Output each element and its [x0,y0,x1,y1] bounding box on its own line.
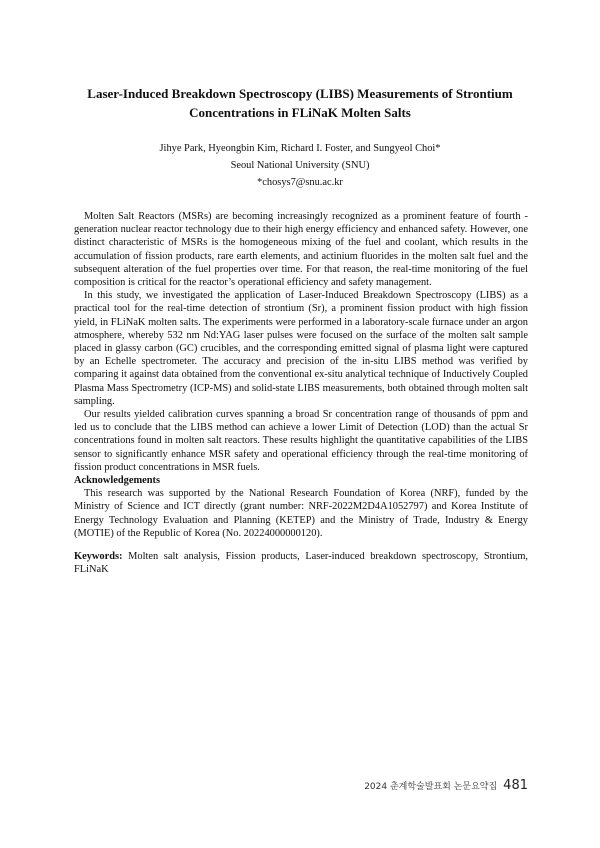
author-list: Jihye Park, Hyeongbin Kim, Richard I. Foster, and Sungyeol Choi* [159,143,441,154]
abstract-paragraph-2: In this study, we investigated the application of Laser-Induced Breakdown Spectroscopy (LIBS) as a practical tool for the real-time detection of strontium (Sr), a prominent fission product with high fission yield, in FLiNaK molten salts. The experiments were performed in a laboratory-scale furnace under an argon atmosphere, whereby 532 nm Nd:YAG laser pulses were focused on the surface of the molten salt sample placed in glassy carbon (GC) crucibles, and the corresponding emitted signal of plasma light were captured by an Echelle spectrometer. The accuracy and precision of the in-situ LIBS method was verified by comparing it against data obtained from the conventional ex-situ analytical technique of Inductively Coupled Plasma Mass Spectrometry (ICP-MS) and solid-state LIBS measurements, both obtained through molten salt sampling. [74,290,528,407]
title-line-2: Concentrations in FLiNaK Molten Salts [189,105,411,120]
page-footer [364,778,528,798]
abstract-paragraph-3: Our results yielded calibration curves spanning a broad Sr concentration range of thousands of ppm and led us to conclude that the LIBS method can achieve a lower Limit of Detection (LOD) than the actual Sr concentrations found in molten salt reactors. These results highlight the quantitative capabilities of the LIBS sensor to significantly enhance MSR safety and operational efficiency through the real-time monitoring of fission product concentrations in MSR fuels. [74,409,528,473]
keywords-label: Keywords: [74,551,123,563]
paper-title [60,84,540,122]
keywords-text: Molten salt analysis, Fission products, Laser-induced breakdown spectroscopy, Strontium, FLiNaK [74,551,528,576]
title-line-1: Laser-Induced Breakdown Spectroscopy (LIBS) Measurements of Strontium [87,86,513,101]
page-number: 481 [503,778,528,793]
abstract-paragraph-1: Molten Salt Reactors (MSRs) are becoming increasingly recognized as a prominent feature of fourth -generation nuclear reactor technology due to their high energy efficiency and enhanced safety. However, one distinct characteristic of MSRs is the homogeneous mixing of the fuel and coolant, which results in the accumulation of fission products, rare earth elements, and actinium fluorides in the molten salt fuel and the subsequent alteration of the fuel properties over time. For that reason, the real-time monitoring of the fuel composition is critical for the reactor’s operational efficiency and safety management. [74,211,528,289]
conference-name: 2024 춘계학술발표회 논문요약집 [364,782,498,792]
abstract-body [74,210,528,576]
affiliation: Seoul National University (SNU) [230,160,370,171]
keywords-section [74,550,528,576]
acknowledgements-text: This research was supported by the National Research Foundation of Korea (NRF), funded by the Ministry of Science and ICT directly (grant number: NRF-2022M2D4A1052797) and Korea Institute of Energy Technology Evaluation and Planning (KETEP) and the Ministry of Trade, Industry & Energy (MOTIE) of the Republic of Korea (No. 20224000000120). [74,488,528,539]
corresponding-email: *chosys7@snu.ac.kr [257,177,343,188]
acknowledgements-heading: Acknowledgements [74,475,161,487]
